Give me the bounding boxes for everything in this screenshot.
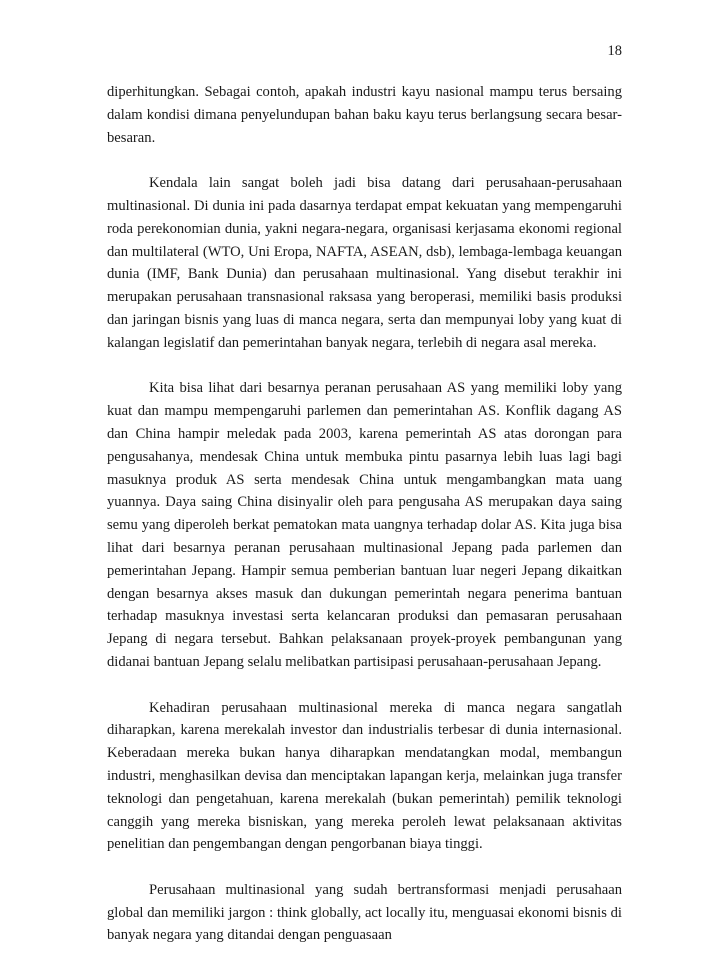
- paragraph-3: Kita bisa lihat dari besarnya peranan perusahaan AS yang memiliki loby yang kuat dan mampu mempengaruhi parlemen dan pemerintahan AS. Konflik dagang AS dan China hampir meledak pada 2003, karena pemerintah AS atas dorongan para pengusahanya, mendesak China untuk membuka pintu pasarnya lebih luas lagi bagi masuknya produk AS serta mendesak China untuk mengambangkan mata uang yuannya. Daya saing China disinyalir oleh para pengusaha AS merupakan daya saing semu yang diperoleh berkat pematokan mata uangnya terhadap dolar AS. Kita juga bisa lihat dari besarnya peranan perusahaan multinasional Jepang pada parlemen dan pemerintahan Jepang. Hampir semua pemberian bantuan luar negeri Jepang dikaitkan dengan besarnya akses masuk dan dukungan pemerintah negara penerima bantuan terhadap masuknya investasi serta kelancaran produksi dan pemasaran perusahaan Jepang di negara tersebut. Bahkan pelaksanaan proyek-proyek pembangunan yang didanai bantuan Jepang selalu melibatkan partisipasi perusahaan-perusahaan Jepang.: [107, 380, 622, 670]
- paragraph-2: Kendala lain sangat boleh jadi bisa datang dari perusahaan-perusahaan multinasional. Di dunia ini pada dasarnya terdapat empat kekuatan yang mempengaruhi roda perekonomian dunia, yakni negara-negara, organisasi kerjasama ekonomi regional dan multilateral (WTO, Uni Eropa, NAFTA, ASEAN, dsb), lembaga-lembaga keuangan dunia (IMF, Bank Dunia) dan perusahaan multinasional. Yang disebut terakhir ini merupakan perusahaan transnasional raksasa yang beroperasi, memiliki basis produksi dan jaringan bisnis yang luas di manca negara, serta dan mempunyai loby yang kuat di kalangan legislatif dan pemerintahan banyak negara, terlebih di negara asal mereka.: [107, 175, 622, 351]
- paragraph-1: diperhitungkan. Sebagai contoh, apakah industri kayu nasional mampu terus bersaing dalam kondisi dimana penyelundupan bahan baku kayu terus berlangsung secara besar-besaran.: [107, 84, 622, 146]
- paragraph-4: Kehadiran perusahaan multinasional mereka di manca negara sangatlah diharapkan, karena merekalah investor dan industrialis terbesar di dunia internasional. Keberadaan mereka bukan hanya diharapkan mendatangkan modal, membangun industri, menghasilkan devisa dan menciptakan lapangan kerja, melainkan juga transfer teknologi dan pengetahuan, karena merekalah (bukan pemerintah) pemilik teknologi canggih yang mereka bisniskan, yang mereka peroleh lewat pelaksanaan aktivitas penelitian dan pengembangan dengan pengorbanan biaya tinggi.: [107, 699, 622, 853]
- paragraph-5: Perusahaan multinasional yang sudah bertransformasi menjadi perusahaan global dan memiliki jargon : think globally, act locally itu, menguasai ekonomi bisnis di banyak negara yang ditandai dengan penguasaan: [107, 881, 622, 944]
- body-text: [107, 81, 622, 970]
- page-number: 18: [607, 43, 622, 59]
